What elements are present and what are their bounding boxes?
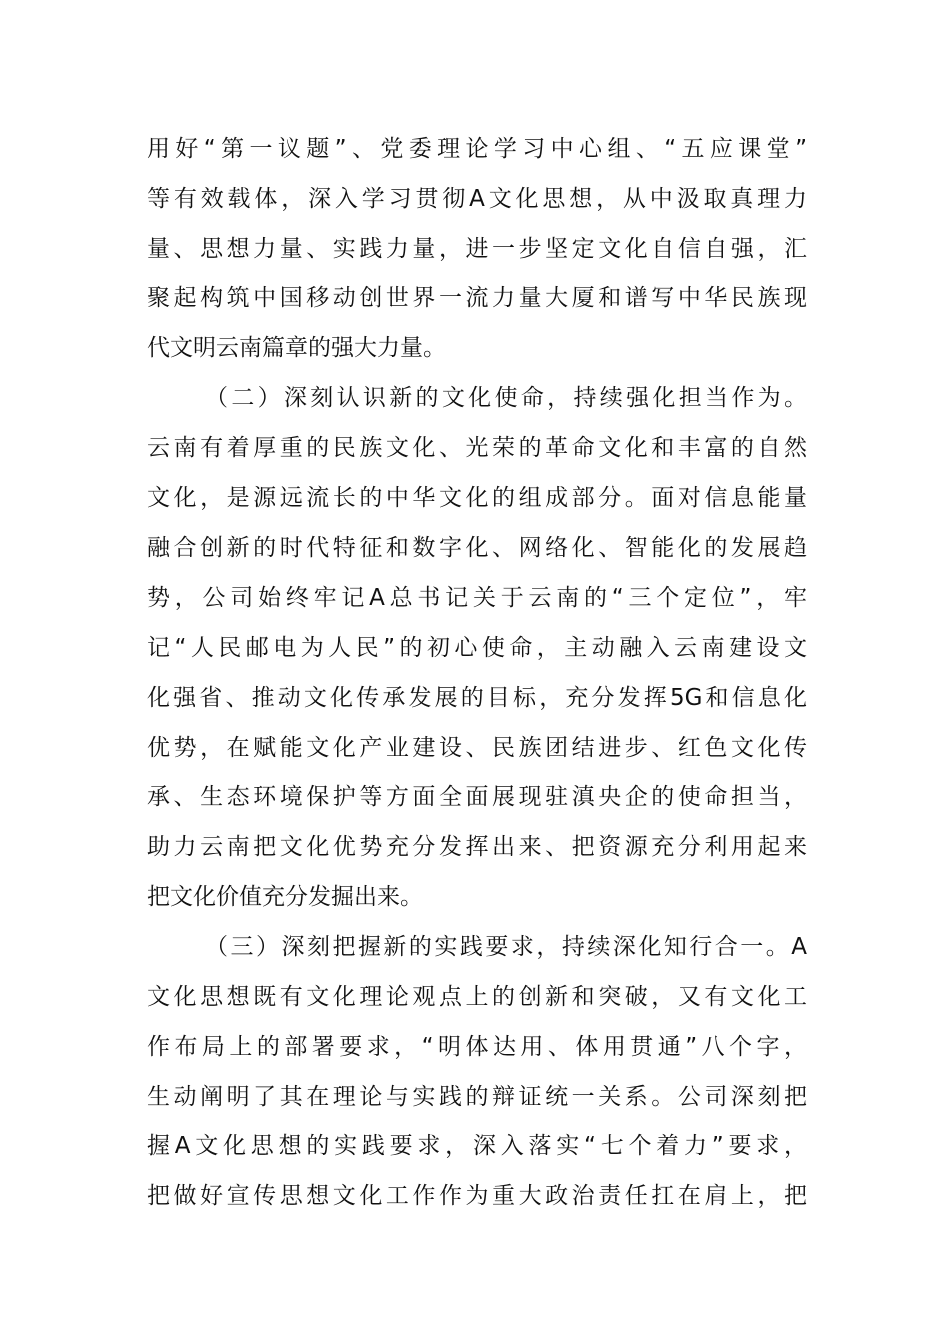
text-line: 生动阐明了其在理论与实践的辩证统一关系。公司深刻把 [147,1084,807,1110]
text-line: 势，公司始终牢记A总书记关于云南的“三个定位”，牢 [147,585,807,611]
text-line: 化强省、推动文化传承发展的目标，充分发挥5G和信息化 [147,685,807,711]
text-line: 聚起构筑中国移动创世界一流力量大厦和谱写中华民族现 [147,285,807,311]
text-line: 文化思想既有文化理论观点上的创新和突破，又有文化工 [147,984,807,1010]
text-line: 记“人民邮电为人民”的初心使命，主动融入云南建设文 [147,635,807,661]
text-line: 把做好宣传思想文化工作作为重大政治责任扛在肩上，把 [147,1183,807,1209]
text-line: 作布局上的部署要求，“明体达用、体用贯通”八个字， [147,1034,807,1060]
text-line: 握A文化思想的实践要求，深入落实“七个着力”要求， [147,1133,807,1159]
text-line: 优势，在赋能文化产业建设、民族团结进步、红色文化传 [147,735,807,761]
text-line: 云南有着厚重的民族文化、光荣的革命文化和丰富的自然 [147,435,807,461]
text-line: 融合创新的时代特征和数字化、网络化、智能化的发展趋 [147,535,807,561]
text-line: 承、生态环境保护等方面全面展现驻滇央企的使命担当， [147,784,807,810]
text-line: 代文明云南篇章的强大力量。 [147,335,446,361]
section-heading-two: （二）深刻认识新的文化使命，持续强化担当作为。 [205,385,807,411]
text-line: 用好“第一议题”、党委理论学习中心组、“五应课堂” [147,136,807,162]
text-line: 量、思想力量、实践力量，进一步坚定文化自信自强，汇 [147,236,807,262]
text-line: 助力云南把文化优势充分发挥出来、把资源充分利用起来 [147,834,807,860]
section-heading-three: （三）深刻把握新的实践要求，持续深化知行合一。A [205,934,807,960]
text-line: 文化，是源远流长的中华文化的组成部分。面对信息能量 [147,485,807,511]
text-line: 把文化价值充分发掘出来。 [147,884,423,910]
text-line: 等有效载体，深入学习贯彻A文化思想，从中汲取真理力 [147,186,807,212]
